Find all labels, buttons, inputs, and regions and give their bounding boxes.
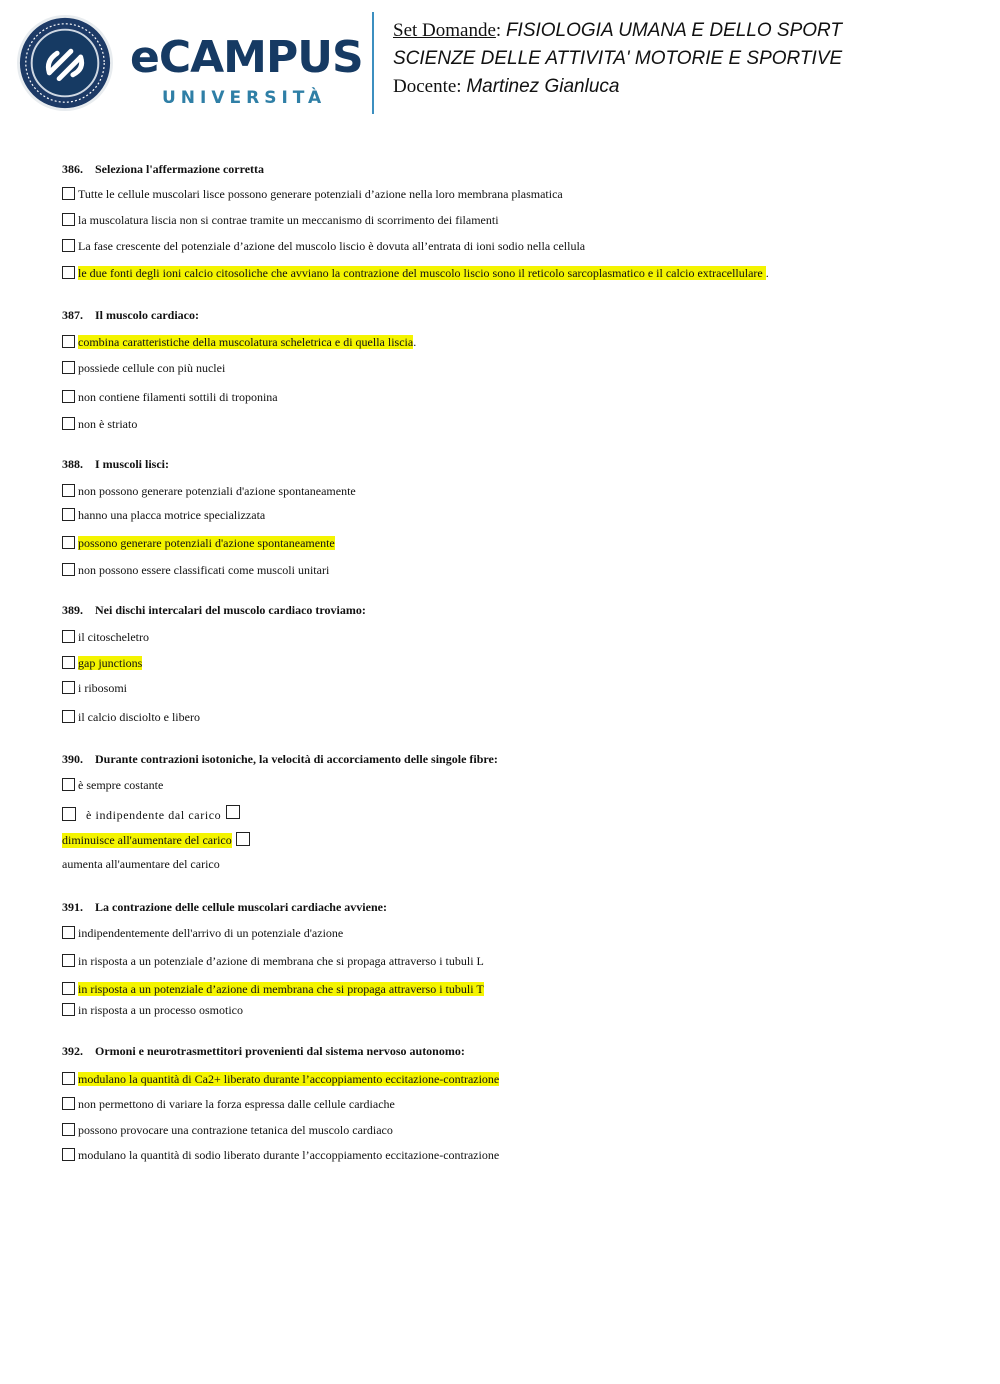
answer-checkbox[interactable] <box>62 187 75 200</box>
answer-checkbox[interactable] <box>62 361 75 374</box>
answer-checkbox[interactable] <box>62 536 75 549</box>
question-text: Ormoni e neurotrasmettitori provenienti dal sistema nervoso autonomo: <box>95 1044 465 1058</box>
answer-checkbox[interactable] <box>62 239 75 252</box>
answer-option[interactable] <box>62 1097 395 1112</box>
answer-checkbox[interactable] <box>62 656 75 669</box>
question-text: Seleziona l'affermazione corretta <box>95 162 265 176</box>
answer-option[interactable] <box>62 239 585 254</box>
question-text: I muscoli lisci: <box>95 457 169 471</box>
answer-text: indipendentemente dell'arrivo di un potenziale d'azione <box>78 926 344 940</box>
answer-text[interactable]: aumenta all'aumentare del carico <box>62 857 220 871</box>
answer-option-correct[interactable] <box>62 982 484 997</box>
answer-text: non contiene filamenti sottili di troponina <box>78 390 278 404</box>
question-title <box>62 603 366 618</box>
answer-text: modulano la quantità di sodio liberato durante l’accoppiamento eccitazione-contrazione <box>78 1148 500 1162</box>
highlighted-answer-text: combina caratteristiche della muscolatura scheletrica e di quella liscia <box>78 335 414 349</box>
answer-option[interactable] <box>62 710 200 725</box>
answer-option[interactable] <box>62 954 484 969</box>
answer-checkbox[interactable] <box>62 1148 75 1161</box>
question-title <box>62 752 498 767</box>
teacher-name: Martinez Gianluca <box>466 76 620 97</box>
answer-checkbox[interactable] <box>62 1003 75 1016</box>
answer-text: in risposta a un potenziale d’azione di membrana che si propaga attraverso i tubuli L <box>78 954 484 968</box>
highlighted-answer-text: gap junctions <box>78 656 143 670</box>
answer-checkbox[interactable] <box>62 1072 75 1085</box>
answer-text: non permettono di variare la forza espressa dalle cellule cardiache <box>78 1097 395 1111</box>
ecampus-seal-logo <box>16 14 114 112</box>
answer-checkbox[interactable] <box>226 805 240 819</box>
answer-checkbox[interactable] <box>62 778 75 791</box>
highlighted-answer-text: possono generare potenziali d'azione spontaneamente <box>78 536 335 550</box>
teacher-label: Docente: <box>393 76 467 97</box>
answer-option[interactable] <box>62 1123 393 1138</box>
answer-option[interactable] <box>62 630 149 645</box>
answer-option-correct[interactable] <box>62 1072 499 1087</box>
question-number: 392. <box>62 1044 83 1058</box>
answer-text: Tutte le cellule muscolari lisce possono generare potenziali d’azione nella loro membrana plasmatica <box>78 187 563 201</box>
answer-text[interactable]: è indipendente dal carico <box>86 808 222 822</box>
question-number: 386. <box>62 162 83 176</box>
question-title <box>62 900 387 915</box>
question-title <box>62 1044 465 1059</box>
answer-option-correct[interactable] <box>62 656 142 671</box>
answer-option[interactable] <box>62 563 329 578</box>
answer-text: possono provocare una contrazione tetanica del muscolo cardiaco <box>78 1123 393 1137</box>
answer-option[interactable] <box>62 484 356 499</box>
question-title <box>62 162 264 177</box>
question-text: Durante contrazioni isotoniche, la velocità di accorciamento delle singole fibre: <box>95 752 498 766</box>
answer-option[interactable] <box>62 417 137 432</box>
answer-text: la muscolatura liscia non si contrae tramite un meccanismo di scorrimento dei filamenti <box>78 213 499 227</box>
answer-option[interactable] <box>62 508 265 523</box>
highlighted-answer-text[interactable]: diminuisce all'aumentare del carico <box>62 833 232 847</box>
answer-checkbox[interactable] <box>62 630 75 643</box>
ecampus-wordmark: eCAMPUS <box>130 32 363 83</box>
question-text: Nei dischi intercalari del muscolo cardiaco troviamo: <box>95 603 366 617</box>
answer-option[interactable] <box>62 1003 243 1018</box>
highlighted-answer-text: le due fonti degli ioni calcio citosoliche che avviano la contrazione del muscolo liscio sono il reticolo sarcoplasmatico e il calcio extracellulare <box>78 266 766 280</box>
highlighted-answer-text: in risposta a un potenziale d’azione di membrana che si propaga attraverso i tubuli T <box>78 982 484 996</box>
course-title-line <box>393 21 842 40</box>
answer-text: in risposta a un processo osmotico <box>78 1003 243 1017</box>
answer-checkbox[interactable] <box>62 1123 75 1136</box>
question-number: 390. <box>62 752 83 766</box>
answer-option-correct[interactable] <box>62 335 416 350</box>
answer-checkbox[interactable] <box>62 563 75 576</box>
answer-text: non possono generare potenziali d'azione spontaneamente <box>78 484 356 498</box>
question-number: 388. <box>62 457 83 471</box>
question-title <box>62 308 199 323</box>
answer-checkbox[interactable] <box>62 1097 75 1110</box>
universita-wordmark: UNIVERSITÀ <box>162 88 327 108</box>
answer-option[interactable] <box>62 926 343 941</box>
answer-text: è sempre costante <box>78 778 164 792</box>
answer-option[interactable] <box>62 778 163 793</box>
answer-checkbox[interactable] <box>62 213 75 226</box>
question-number: 387. <box>62 308 83 322</box>
answer-suffix: . <box>413 335 417 349</box>
answer-checkbox[interactable] <box>62 335 75 348</box>
answer-option[interactable] <box>62 213 499 228</box>
answer-checkbox[interactable] <box>62 266 75 279</box>
answer-text: possiede cellule con più nuclei <box>78 361 226 375</box>
answer-option[interactable] <box>62 390 278 405</box>
question-text: Il muscolo cardiaco: <box>95 308 199 322</box>
question-text: La contrazione delle cellule muscolari cardiache avviene: <box>95 900 387 914</box>
answer-checkbox[interactable] <box>62 390 75 403</box>
answer-option[interactable] <box>62 187 563 202</box>
answer-checkbox[interactable] <box>62 954 75 967</box>
answer-option-correct[interactable] <box>62 536 335 551</box>
header-divider <box>372 12 374 114</box>
answer-checkbox[interactable] <box>236 832 250 846</box>
answer-checkbox[interactable] <box>62 681 75 694</box>
answer-checkbox[interactable] <box>62 508 75 521</box>
course-title: FISIOLOGIA UMANA E DELLO SPORT <box>505 20 843 41</box>
question-title <box>62 457 169 472</box>
answer-text: non è striato <box>78 417 138 431</box>
answer-checkbox[interactable] <box>62 982 75 995</box>
answer-text: il calcio disciolto e libero <box>78 710 200 724</box>
answer-text: il citoscheletro <box>78 630 149 644</box>
answer-suffix: . <box>765 266 769 280</box>
answer-text: hanno una placca motrice specializzata <box>78 508 266 522</box>
answer-checkbox[interactable] <box>62 710 75 723</box>
question-number: 391. <box>62 900 83 914</box>
set-domande-label: Set Domande <box>393 20 496 41</box>
answer-option-correct[interactable] <box>62 266 769 281</box>
answer-option[interactable] <box>62 1148 499 1163</box>
degree-title: SCIENZE DELLE ATTIVITA' MOTORIE E SPORTIVE <box>393 48 843 69</box>
answer-checkbox[interactable] <box>62 926 75 939</box>
set-domande-separator: : <box>495 20 506 41</box>
answer-text: non possono essere classificati come muscoli unitari <box>78 563 330 577</box>
answer-option[interactable] <box>62 361 225 376</box>
answer-checkbox[interactable] <box>62 807 76 821</box>
answer-checkbox[interactable] <box>62 484 75 497</box>
teacher-line <box>393 77 619 96</box>
answer-checkbox[interactable] <box>62 417 75 430</box>
answer-text: La fase crescente del potenziale d’azione del muscolo liscio è dovuta all’entrata di ioni sodio nella cellula <box>78 239 586 253</box>
answer-text: i ribosomi <box>78 681 128 695</box>
highlighted-answer-text: modulano la quantità di Ca2+ liberato durante l’accoppiamento eccitazione-contrazione <box>78 1072 500 1086</box>
answer-option[interactable] <box>62 681 127 696</box>
question-number: 389. <box>62 603 83 617</box>
